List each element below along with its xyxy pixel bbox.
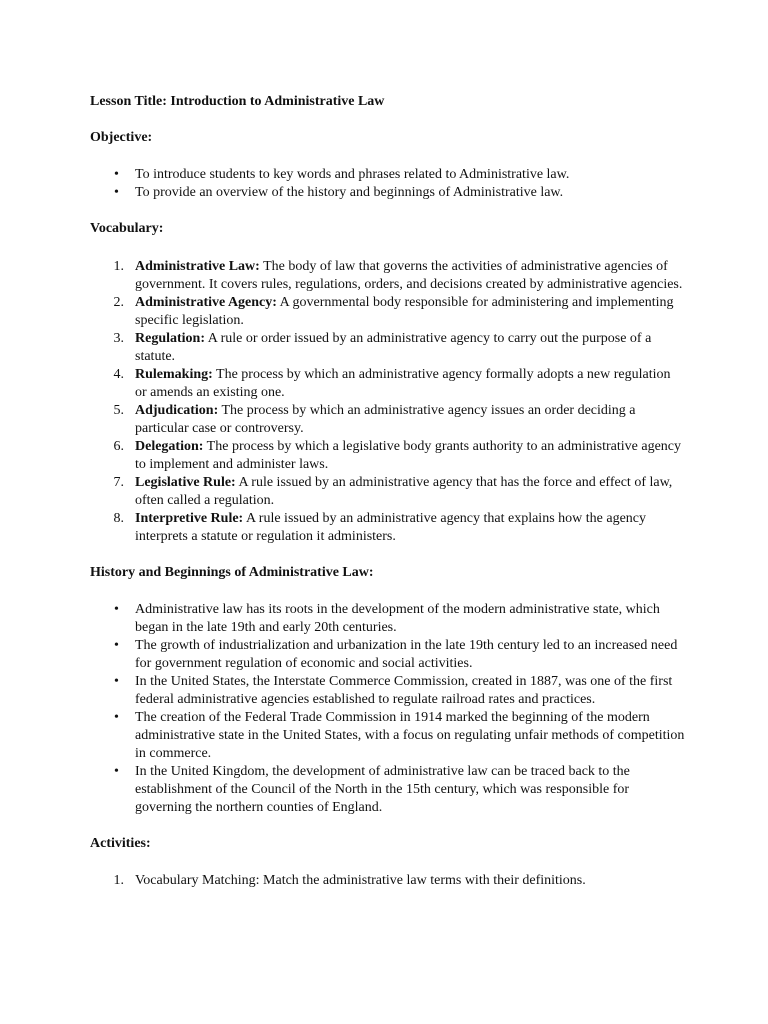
list-item	[90, 166, 685, 184]
vocab-term: Rulemaking:	[135, 367, 213, 382]
objective-list	[90, 166, 685, 202]
vocab-definition: The process by which an administrative agency issues an order deciding a particular case or controversy.	[135, 403, 636, 436]
list-item	[90, 709, 685, 763]
activity-item	[90, 872, 685, 890]
vocab-definition: A governmental body responsible for administering and implementing specific legislation.	[135, 295, 674, 328]
list-item-text: Administrative law has its roots in the development of the modern administrative state, which began in the late 19th and early 20th centuries.	[135, 602, 660, 635]
activities-list	[90, 872, 685, 890]
vocab-term: Administrative Law:	[135, 259, 260, 274]
item-number: 4.	[113, 367, 124, 382]
item-number: 5.	[113, 403, 124, 418]
list-item	[90, 763, 685, 817]
list-item	[90, 601, 685, 637]
vocab-term: Regulation:	[135, 331, 205, 346]
vocab-item	[90, 510, 685, 546]
vocab-definition: The process by which a legislative body grants authority to an administrative agency to implement and administer laws.	[135, 439, 681, 472]
vocab-definition: The process by which an administrative agency formally adopts a new regulation or amends an existing one.	[135, 367, 671, 400]
activity-text: Vocabulary Matching: Match the administrative law terms with their definitions.	[135, 873, 586, 888]
bullet-icon: •	[114, 764, 119, 779]
vocab-item	[90, 366, 685, 402]
list-item	[90, 184, 685, 202]
list-item	[90, 637, 685, 673]
vocabulary-heading: Vocabulary:	[90, 221, 164, 236]
vocab-item	[90, 474, 685, 510]
item-number: 2.	[113, 295, 124, 310]
vocab-term: Legislative Rule:	[135, 475, 236, 490]
item-number: 1.	[113, 873, 124, 888]
vocab-definition: A rule or order issued by an administrative agency to carry out the purpose of a statute.	[135, 331, 652, 364]
vocab-definition: A rule issued by an administrative agency that explains how the agency interprets a statute or regulation it administers.	[135, 511, 646, 544]
list-item-text: In the United States, the Interstate Commerce Commission, created in 1887, was one of the first federal administrative agencies established to regulate railroad rates and practices.	[135, 674, 673, 707]
bullet-icon: •	[114, 185, 119, 200]
vocab-definition: The body of law that governs the activities of administrative agencies of government. It covers rules, regulations, orders, and decisions created by administrative agencies.	[135, 259, 683, 292]
item-number: 7.	[113, 475, 124, 490]
vocab-item	[90, 294, 685, 330]
bullet-icon: •	[114, 167, 119, 182]
history-heading: History and Beginnings of Administrative Law:	[90, 565, 374, 580]
vocab-term: Adjudication:	[135, 403, 219, 418]
vocab-term: Delegation:	[135, 439, 204, 454]
history-list	[90, 601, 685, 817]
bullet-icon: •	[114, 710, 119, 725]
activities-heading: Activities:	[90, 836, 151, 851]
item-number: 3.	[113, 331, 124, 346]
list-item-text: The growth of industrialization and urbanization in the late 19th century led to an increased need for government regulation of economic and social activities.	[135, 638, 678, 671]
vocab-term: Administrative Agency:	[135, 295, 277, 310]
list-item	[90, 673, 685, 709]
bullet-icon: •	[114, 674, 119, 689]
objective-heading: Objective:	[90, 130, 153, 145]
item-number: 6.	[113, 439, 124, 454]
list-item-text: To introduce students to key words and phrases related to Administrative law.	[135, 167, 570, 182]
vocab-item	[90, 438, 685, 474]
document-page	[90, 93, 685, 890]
item-number: 8.	[113, 511, 124, 526]
item-number: 1.	[113, 259, 124, 274]
vocab-item	[90, 330, 685, 366]
vocab-definition: A rule issued by an administrative agency that has the force and effect of law, often called a regulation.	[135, 475, 673, 508]
lesson-title: Lesson Title: Introduction to Administrative Law	[90, 94, 385, 109]
vocab-term: Interpretive Rule:	[135, 511, 244, 526]
bullet-icon: •	[114, 602, 119, 617]
list-item-text: In the United Kingdom, the development of administrative law can be traced back to the establishment of the Council of the North in the 15th century, which was responsible for governing the northern counties of England.	[135, 764, 630, 815]
vocab-item	[90, 258, 685, 294]
list-item-text: To provide an overview of the history and beginnings of Administrative law.	[135, 185, 564, 200]
vocabulary-list	[90, 258, 685, 546]
list-item-text: The creation of the Federal Trade Commission in 1914 marked the beginning of the modern administrative state in the United States, with a focus on regulating unfair methods of competition in commerce.	[135, 710, 685, 761]
vocab-item	[90, 402, 685, 438]
bullet-icon: •	[114, 638, 119, 653]
